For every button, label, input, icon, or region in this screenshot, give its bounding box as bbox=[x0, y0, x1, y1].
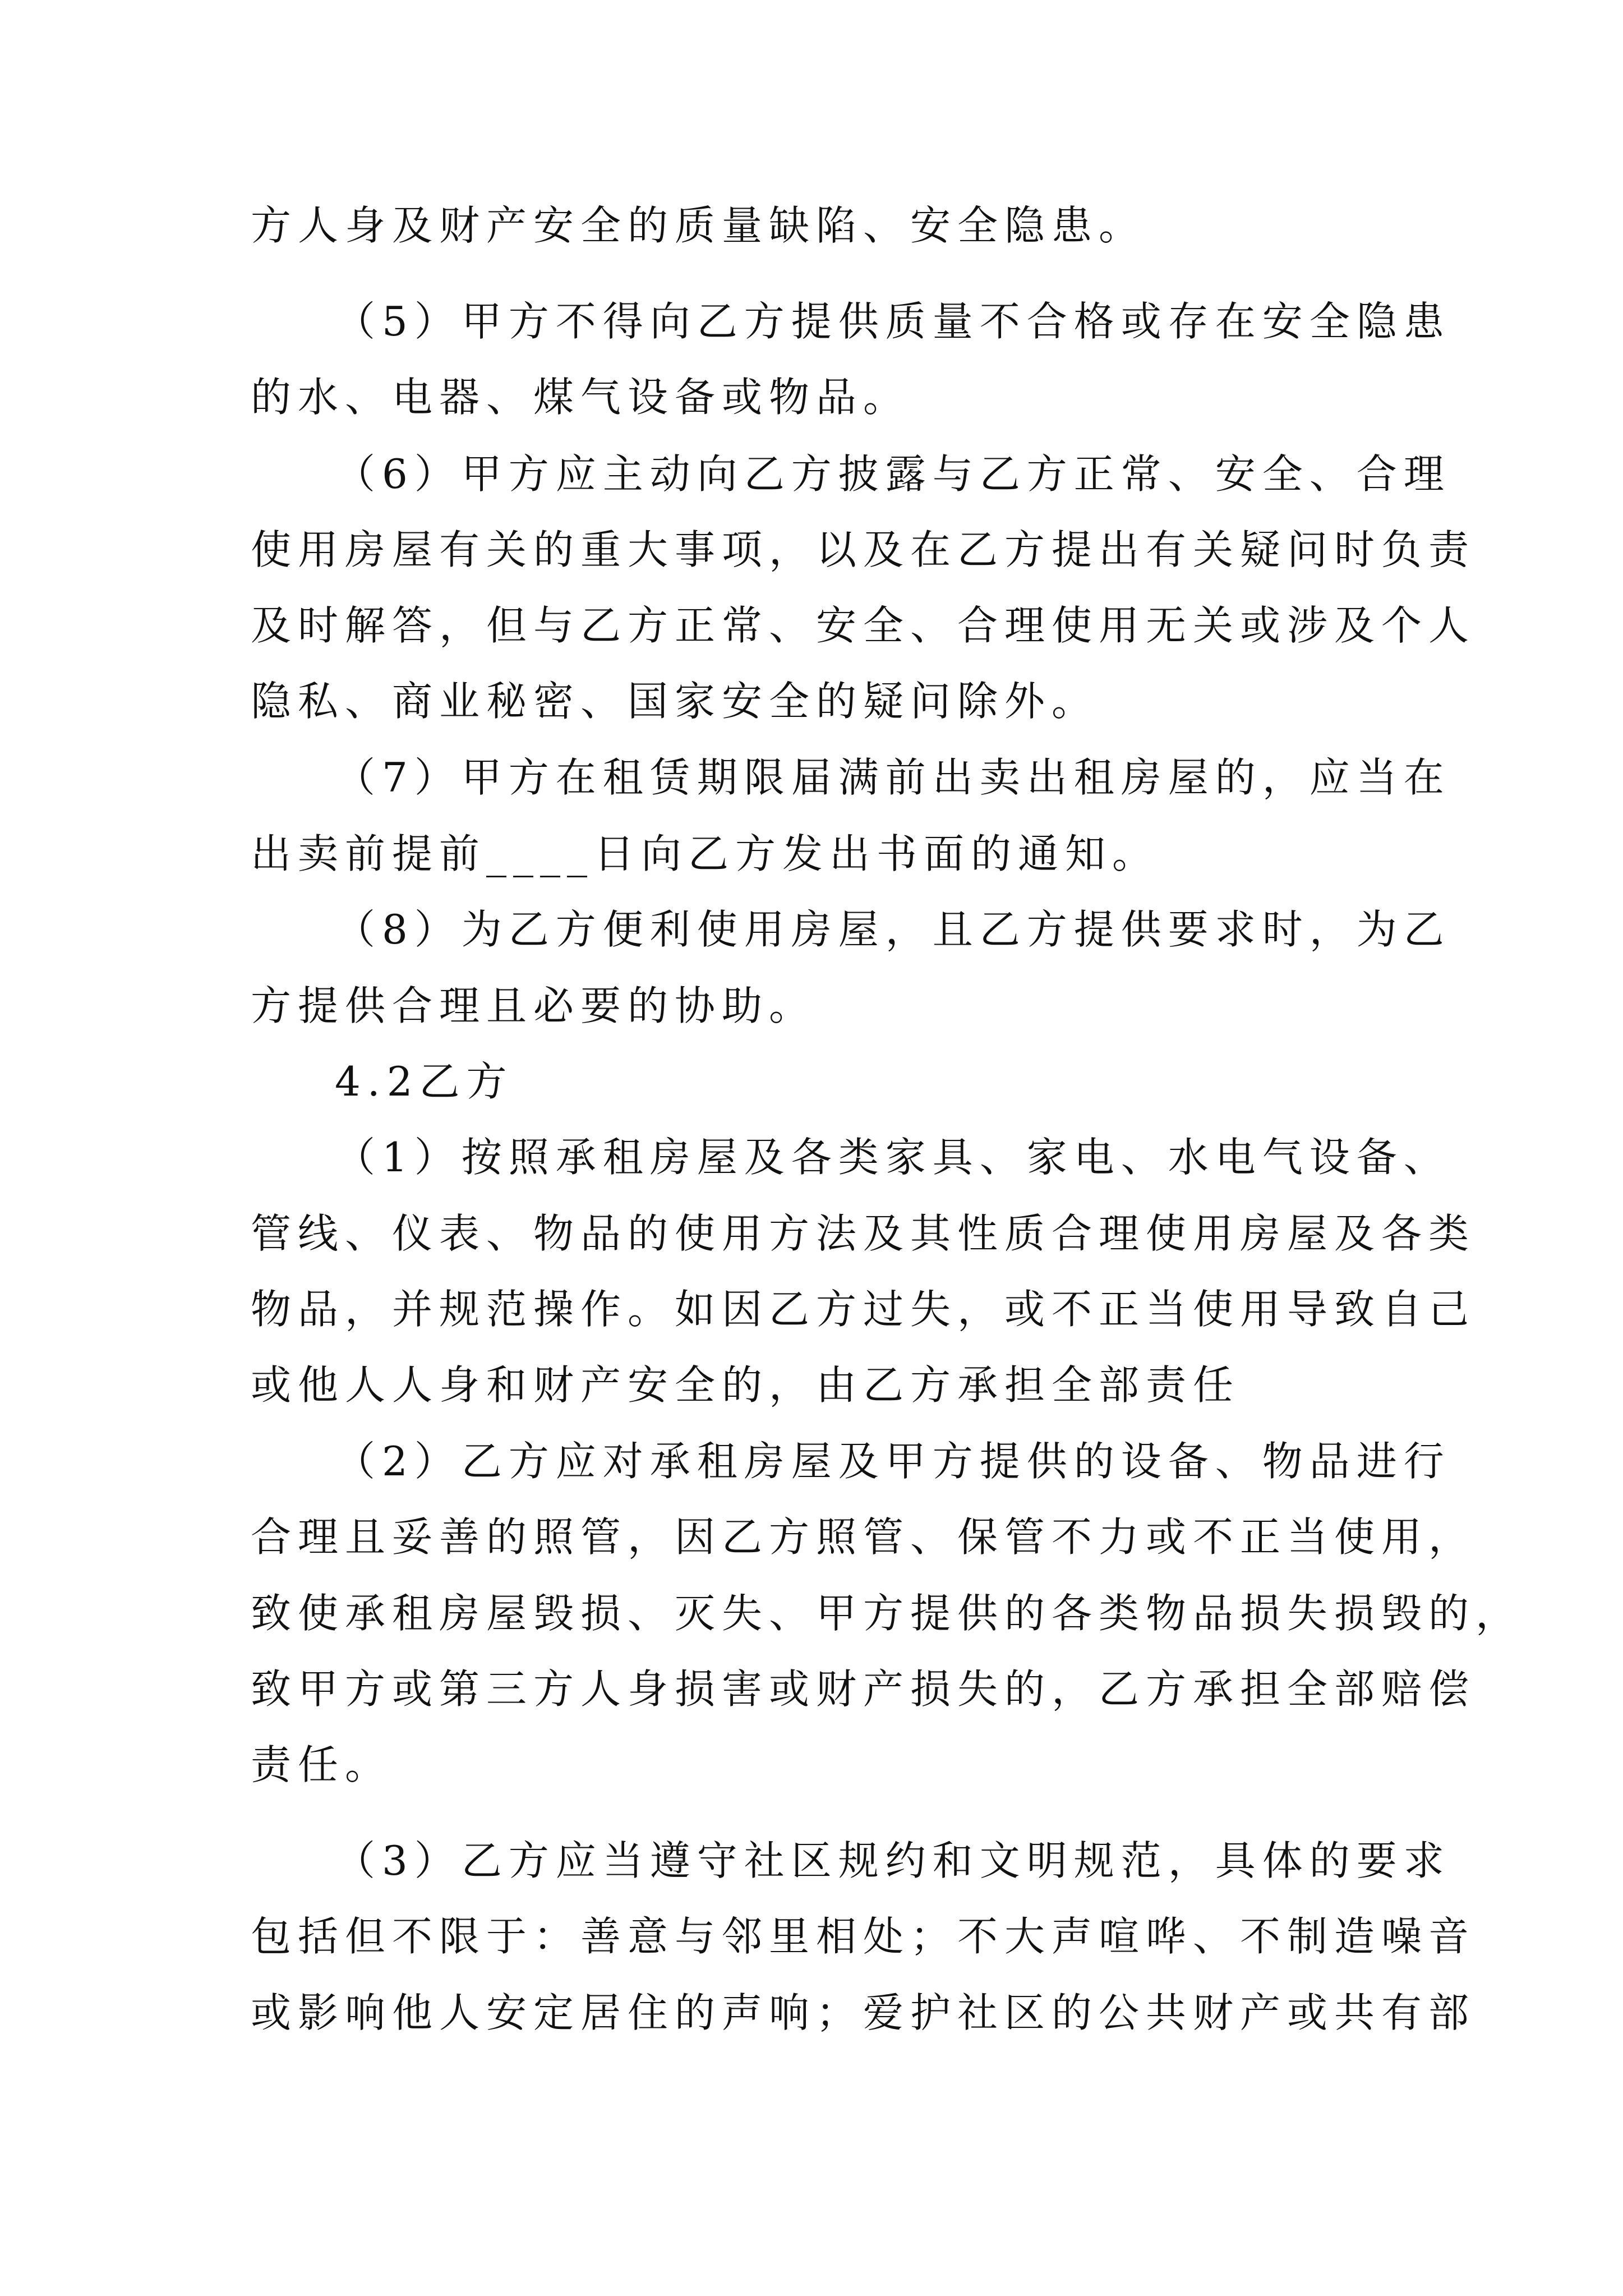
text-line: 致甲方或第三方人身损害或财产损失的，乙方承担全部赔偿 bbox=[251, 1665, 1476, 1713]
text-line: 方人身及财产安全的质量缺陷、安全隐患。 bbox=[251, 202, 1146, 249]
text-line: 出卖前提前____日向乙方发出书面的通知。 bbox=[251, 830, 1160, 877]
text-line: 责任。 bbox=[251, 1741, 393, 1788]
text-line: （7）甲方在租赁期限届满前出卖出租房屋的，应当在 bbox=[335, 754, 1451, 801]
text-line: 方提供合理且必要的协助。 bbox=[251, 982, 817, 1029]
text-line: （8）为乙方便利使用房屋，且乙方提供要求时，为乙 bbox=[335, 906, 1451, 953]
text-line: （6）甲方应主动向乙方披露与乙方正常、安全、合理 bbox=[335, 450, 1451, 498]
text-line: 隐私、商业秘密、国家安全的疑问除外。 bbox=[251, 678, 1099, 725]
text-line: 及时解答，但与乙方正常、安全、合理使用无关或涉及个人 bbox=[251, 602, 1476, 649]
text-line: 致使承租房屋毁损、灭失、甲方提供的各类物品损失损毁的， bbox=[251, 1590, 1523, 1637]
text-line: 或他人人身和财产安全的，由乙方承担全部责任 bbox=[251, 1361, 1241, 1409]
text-line: 的水、电器、煤气设备或物品。 bbox=[251, 374, 911, 421]
text-line: 管线、仪表、物品的使用方法及其性质合理使用房屋及各类 bbox=[251, 1210, 1476, 1257]
text-line: 或影响他人安定居住的声响；爱护社区的公共财产或共有部 bbox=[251, 1989, 1476, 2036]
text-line: （3）乙方应当遵守社区规约和文明规范，具体的要求 bbox=[335, 1837, 1451, 1884]
text-line: （1）按照承租房屋及各类家具、家电、水电气设备、 bbox=[335, 1134, 1451, 1181]
text-line: 物品，并规范操作。如因乙方过失，或不正当使用导致自己 bbox=[251, 1286, 1476, 1333]
text-line: （2）乙方应对承租房屋及甲方提供的设备、物品进行 bbox=[335, 1438, 1451, 1485]
section-heading: 4.2乙方 bbox=[335, 1058, 514, 1105]
text-line: 使用房屋有关的重大事项，以及在乙方提出有关疑问时负责 bbox=[251, 526, 1476, 573]
text-line: （5）甲方不得向乙方提供质量不合格或存在安全隐患 bbox=[335, 298, 1451, 345]
text-line: 包括但不限于：善意与邻里相处；不大声喧哗、不制造噪音 bbox=[251, 1913, 1476, 1960]
text-line: 合理且妥善的照管，因乙方照管、保管不力或不正当使用， bbox=[251, 1513, 1476, 1561]
